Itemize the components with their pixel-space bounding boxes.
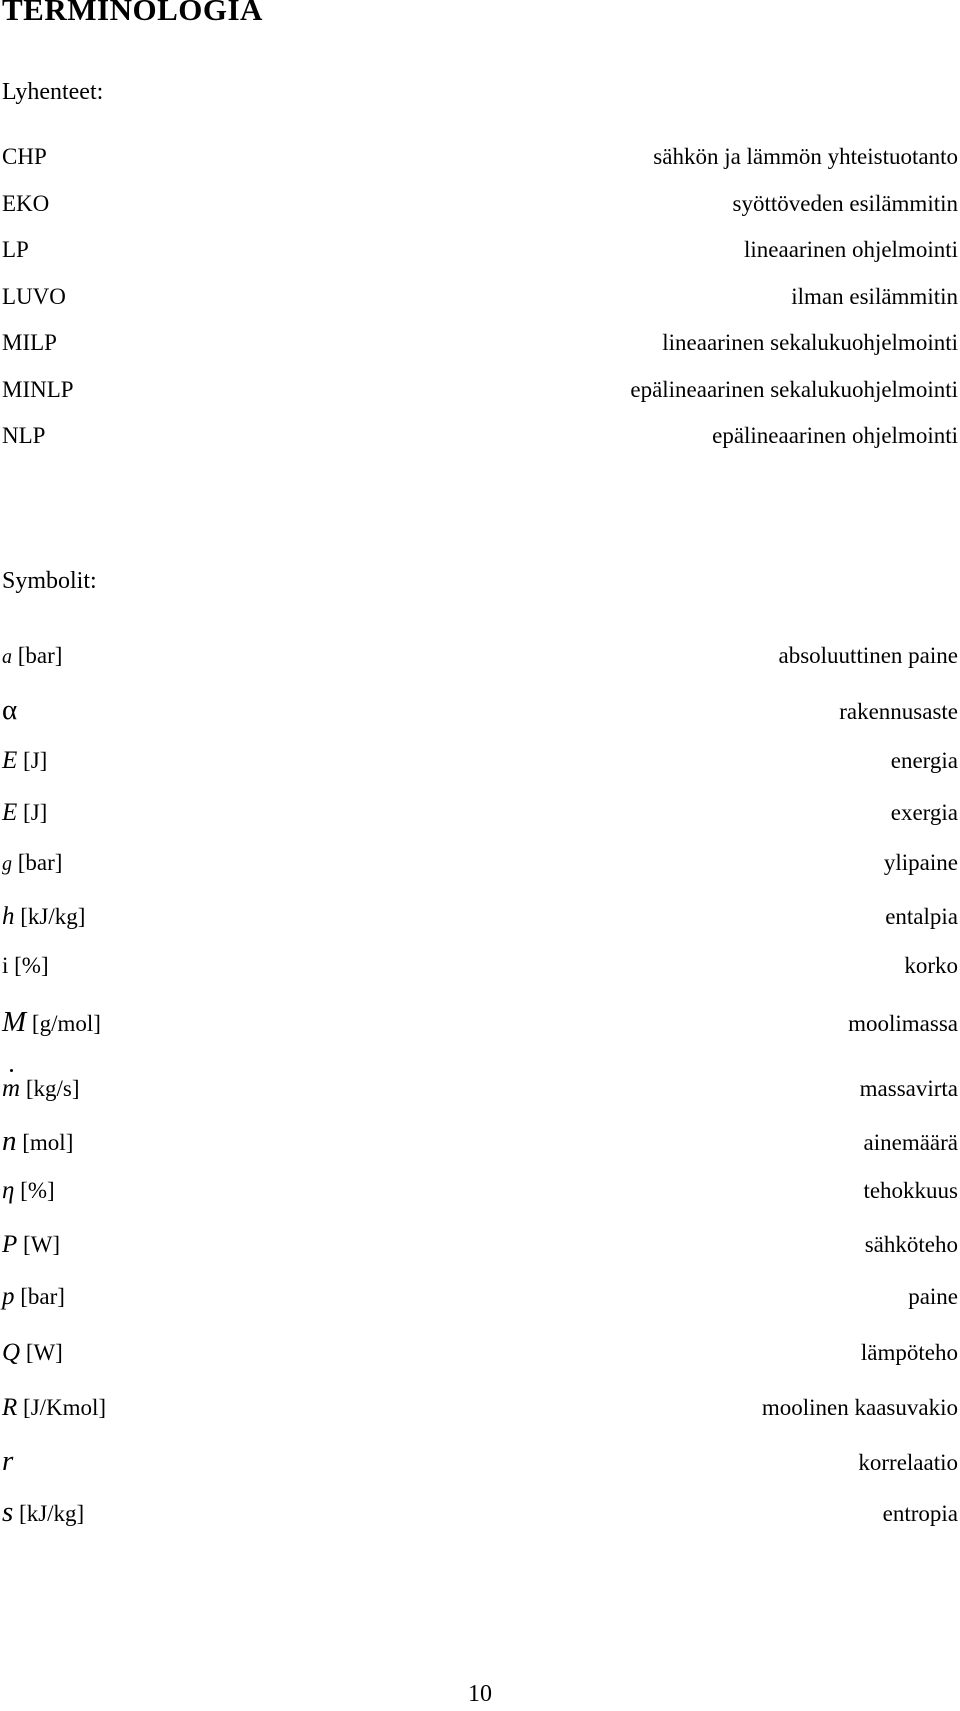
abbreviation-meaning: lineaarinen sekalukuohjelmointi: [662, 330, 958, 355]
symbol-meaning: moolinen kaasuvakio: [761, 1395, 958, 1420]
symbol: α: [2, 694, 18, 726]
symbol: η: [2, 1177, 15, 1204]
symbol-unit: [J]: [23, 800, 48, 825]
abbreviation-term: NLP: [2, 423, 46, 448]
symbol-unit: [W]: [25, 1340, 63, 1365]
symbol-row: [2, 953, 958, 987]
symbol: s: [2, 1496, 14, 1528]
abbreviation-term: LP: [2, 237, 29, 262]
symbol: M: [2, 1006, 27, 1038]
abbreviation-meaning: epälineaarinen sekalukuohjelmointi: [630, 377, 958, 402]
abbreviation-term: MINLP: [2, 377, 74, 402]
abbreviation-row: [2, 330, 958, 364]
symbol: E: [2, 747, 18, 774]
abbreviation-term: LUVO: [2, 284, 66, 309]
symbol: i: [2, 953, 9, 978]
symbol-meaning: rakennusaste: [839, 699, 958, 724]
symbol-meaning: sähköteho: [864, 1232, 958, 1257]
abbreviation-term: EKO: [2, 191, 50, 216]
symbol-unit: [%]: [14, 953, 49, 978]
abbreviation-row: [2, 423, 958, 457]
symbol: h: [2, 903, 15, 930]
symbol-row: [2, 747, 958, 781]
page-title: TERMINOLOGIA: [2, 0, 263, 27]
symbol-unit: [mol]: [22, 1130, 74, 1155]
symbol-unit: [kJ/kg]: [20, 904, 86, 929]
symbol-meaning: absoluuttinen paine: [778, 643, 958, 668]
symbol: p: [2, 1283, 15, 1310]
symbol-row: [2, 1445, 958, 1479]
abbreviation-meaning: syöttöveden esilämmitin: [732, 191, 958, 216]
symbol-unit: [kJ/kg]: [19, 1501, 85, 1526]
abbreviation-meaning: ilman esilämmitin: [791, 284, 958, 309]
abbreviation-meaning: epälineaarinen ohjelmointi: [712, 423, 958, 448]
symbol-meaning: tehokkuus: [863, 1178, 958, 1203]
symbol-row: [2, 643, 958, 677]
symbol: E: [2, 799, 18, 826]
symbol-meaning: korko: [904, 953, 958, 978]
abbreviation-term: MILP: [2, 330, 57, 355]
abbreviation-meaning: sähkön ja lämmön yhteistuotanto: [653, 144, 958, 169]
abbreviation-term: CHP: [2, 144, 47, 169]
abbreviation-row: [2, 144, 958, 178]
abbreviation-row: [2, 237, 958, 271]
symbol-unit: [kg/s]: [25, 1076, 80, 1101]
symbol-unit: [%]: [20, 1178, 55, 1203]
symbol-meaning: exergia: [890, 800, 958, 825]
symbol-row: [2, 903, 958, 937]
symbol-meaning: massavirta: [859, 1076, 958, 1101]
symbol-unit: [W]: [23, 1232, 61, 1257]
symbol-unit: [J/Kmol]: [23, 1395, 107, 1420]
abbreviations-heading: Lyhenteet:: [2, 79, 104, 105]
symbol-unit: [g/mol]: [31, 1011, 101, 1036]
symbol-unit: [bar]: [17, 643, 63, 668]
symbol-meaning: lämpöteho: [860, 1340, 958, 1365]
abbreviation-row: [2, 191, 958, 225]
symbol: r: [2, 1445, 14, 1477]
symbol-meaning: korrelaatio: [858, 1450, 958, 1475]
symbol-meaning: ylipaine: [883, 850, 958, 875]
symbol-row: [2, 1075, 958, 1109]
symbol-row: [2, 1339, 958, 1373]
abbreviation-meaning: lineaarinen ohjelmointi: [744, 237, 958, 262]
symbol-meaning: moolimassa: [848, 1011, 958, 1036]
symbol-row: [2, 1394, 958, 1428]
symbol-meaning: entropia: [882, 1501, 958, 1526]
symbol-unit: [J]: [23, 748, 48, 773]
symbol: R: [2, 1394, 18, 1421]
symbol: g: [2, 853, 12, 875]
symbol-meaning: paine: [908, 1284, 958, 1309]
symbols-heading: Symbolit:: [2, 568, 97, 594]
symbol-row: [2, 694, 958, 728]
symbol-unit: [bar]: [17, 850, 63, 875]
symbol-row: [2, 1231, 958, 1265]
symbol-row: [2, 1006, 958, 1040]
symbol-unit: [bar]: [20, 1284, 65, 1309]
symbol-row: [2, 1496, 958, 1530]
symbol: Q: [2, 1339, 21, 1366]
symbol-row: [2, 1177, 958, 1211]
symbol: P: [2, 1231, 18, 1258]
page-number: 10: [468, 1681, 492, 1707]
abbreviation-row: [2, 377, 958, 411]
symbol: a: [2, 646, 12, 668]
symbol-row: [2, 850, 958, 884]
symbol: m: [2, 1075, 21, 1102]
symbol-meaning: ainemäärä: [863, 1130, 958, 1155]
symbol-meaning: energia: [890, 748, 958, 773]
symbol-row: [2, 799, 958, 833]
symbol-row: [2, 1125, 958, 1159]
abbreviation-row: [2, 284, 958, 318]
symbol: n: [2, 1125, 17, 1157]
symbol-row: [2, 1283, 958, 1317]
symbol-meaning: entalpia: [885, 904, 958, 929]
